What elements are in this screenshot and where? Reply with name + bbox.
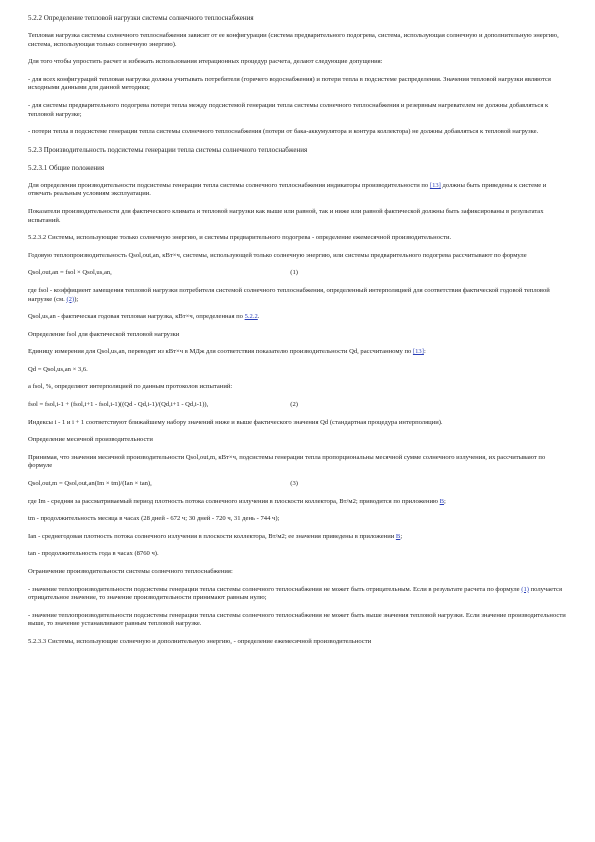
formula-f2 [28,401,568,410]
formula-number: (3) [290,480,298,488]
reference-link[interactable]: В [395,532,401,540]
text-run: ; [400,532,403,540]
text-run: Ian - среднегодовая плотность потока солнечного излучения в плоскости коллектора, Вт/м2; ее значения приведены в приложении [28,532,396,540]
paragraph [28,498,568,507]
paragraph [28,419,568,428]
paragraph [28,612,568,629]
reference-link[interactable]: [13] [429,181,441,189]
paragraph [28,128,568,137]
text-run: - потери тепла в подсистеме генерации тепла системы солнечного теплоснабжения (потери от бака-аккумулятора и контура коллектора) не должны добавляться к тепловой нагрузке. [28,128,539,136]
text-run: Qsol,us,an - фактическая годовая тепловая нагрузка, кВт×ч, определенная по [28,313,245,321]
document-page [28,14,568,656]
paragraph [28,252,568,261]
paragraph [28,533,568,542]
paragraph [28,287,568,304]
reference-link[interactable]: (2) [66,295,75,303]
formula-f3 [28,480,568,489]
paragraph [28,454,568,471]
text-run: где fsol - коэффициент замещения тепловой нагрузки потребителя системой солнечного теплоснабжения, определенный интерполяцией для соответствия фактической годовой тепловой нагрузке (см. [28,286,550,303]
text-run: ; [444,497,446,505]
text-run: Определение fsol для фактической тепловой нагрузки [28,330,180,338]
text-run: 5.2.3.1 Общие положения [28,163,105,172]
text-run: Qsol,out,m = Qsol,out,an(Im × tm)/(Ian × tan), [28,480,152,488]
section-heading [28,14,568,23]
formula-f1 [28,269,568,278]
paragraph [28,76,568,93]
text-run: Ограничение производительности системы солнечного теплоснабжения: [28,568,233,575]
paragraph [28,348,568,357]
formula-number: (1) [290,269,298,277]
text-run: - значение теплопроизводительности подсистемы генерации тепла системы солнечного теплоснабжения не может быть отрицательным. Если в результате расчета по формуле [28,585,522,593]
text-run: должны быть приведены к системе и отвечать реальным условиям эксплуатации. [28,181,547,198]
text-run: 5.2.3 Производительность подсистемы генерации тепла системы солнечного теплоснабжения [28,145,308,154]
reference-link[interactable]: 5.2.2 [244,313,258,321]
text-run: ); [74,295,79,303]
paragraph [28,32,568,49]
text-run: - для системы предварительного подогрева потери тепла между подсистемой генерации тепла системы солнечного теплоснабжения и резервным нагревателем не должны добавляться к тепловой нагрузке; [28,101,549,118]
text-run: - для всех конфигураций тепловая нагрузка должна учитывать потребителя (горячего водоснабжения) и потери тепла в подсистеме распределения. Значения тепловой нагрузки являются исходными данными для данной методики; [28,75,551,92]
text-run: - значение теплопроизводительности подсистемы генерации тепла системы солнечного теплоснабжения не может быть выше значения тепловой нагрузки. Если значение производительности выше, то значение устанавливают равным тепловой нагрузке. [28,611,566,628]
text-run: 5.2.2 Определение тепловой нагрузки системы солнечного теплоснабжения [28,14,254,22]
paragraph [28,568,568,577]
reference-link[interactable]: (1) [521,585,529,593]
text-run: Для определения производительности подсистемы генерации тепла системы солнечного теплоснабжения индикаторы производительности по [28,181,430,189]
text-run: Принимая, что значения месячной производительности Qsol,out,m, кВт×ч, подсистемы генерации тепла пропорциональны месячной сумме солнечного излучения, их рассчитывают по формуле [28,453,546,470]
section-heading [28,164,568,173]
text-run: fsol = fsol,i-1 + (fsol,i+1 - fsol,i-1)((Qd - Qd,i-1)/(Qd,i+1 - Qd,i-1)), [28,401,209,409]
formula-text [28,480,152,489]
text-run: Годовую теплопроизводительность Qsol,out,an, кВт×ч, системы, использующей только солнечную энергию, или системы предварительного подогрева рассчитывают по формуле [28,251,527,259]
reference-link[interactable]: [13] [412,348,424,356]
section-heading [28,146,568,155]
paragraph [28,208,568,225]
text-run: tan - продолжительность года в часах (8760 ч). [28,550,159,558]
paragraph [28,586,568,603]
formula-number: (2) [290,401,298,409]
paragraph [28,515,568,524]
paragraph [28,102,568,119]
text-run: где Im - средняя за рассматриваемый период плотность потока солнечного излучения в плоскости коллектора, Вт/м2; приводится по приложению [28,497,440,505]
paragraph [28,313,568,322]
paragraph [28,234,568,243]
text-run: Qsol,out,an = fsol × Qsol,us,an, [28,269,112,277]
paragraph [28,58,568,67]
text-run: Индексы i - 1 и i + 1 соответствуют ближайшему набору значений ниже и выше фактического значения Qd (стандартная процедура интерполяции). [28,418,443,426]
text-run: tm - продолжительность месяца в часах (28 дней - 672 ч; 30 дней - 720 ч, 31 день - 744 ч); [28,515,280,523]
text-run: а fsol, %, определяют интерполяцией по данным протоколов испытаний: [28,383,233,391]
text-run: Определение месячной производительности [28,436,153,444]
text-run: : [423,348,426,356]
text-run: Показатели производительности для фактического климата и тепловой нагрузки как выше или равной, так и ниже или равной фактической должны быть зафиксированы в результатах испытаний. [28,207,544,224]
text-run: Для того чтобы упростить расчет и избежать использования итерационных процедур расчета, делают следующие допущения: [28,58,383,66]
text-run: получается отрицательное значение, то значение производительности принимают равным нулю; [28,585,563,602]
text-run: Qd = Qsol,us,an × 3,6. [28,365,88,373]
paragraph [28,182,568,199]
text-run: Единицу измерения для Qsol,us,an, переводят из кВт×ч в МДж для соответствия показателю производительности Qd, рассчитанному по [28,348,413,356]
paragraph [28,331,568,340]
paragraph [28,383,568,392]
paragraph [28,366,568,375]
formula-text [28,269,112,278]
text-run: Тепловая нагрузка системы солнечного теплоснабжения зависит от ее конфигурации (система предварительного подогрева, система, использующая солнечную и дополнительную энергию, система, использующая только солнечную энергию). [28,32,559,48]
paragraph [28,638,568,647]
reference-link[interactable]: В [439,497,445,505]
text-run: 5.2.3.3 Системы, использующие солнечную и дополнительную энергию, - определение ежемесячной производительности [28,637,372,645]
text-run: 5.2.3.2 Системы, использующие только солнечную энергию, и системы предварительного подогрева - определение ежемесячной производительности. [28,234,452,242]
text-run: . [257,313,260,321]
paragraph [28,436,568,445]
formula-text [28,401,208,410]
paragraph [28,550,568,559]
